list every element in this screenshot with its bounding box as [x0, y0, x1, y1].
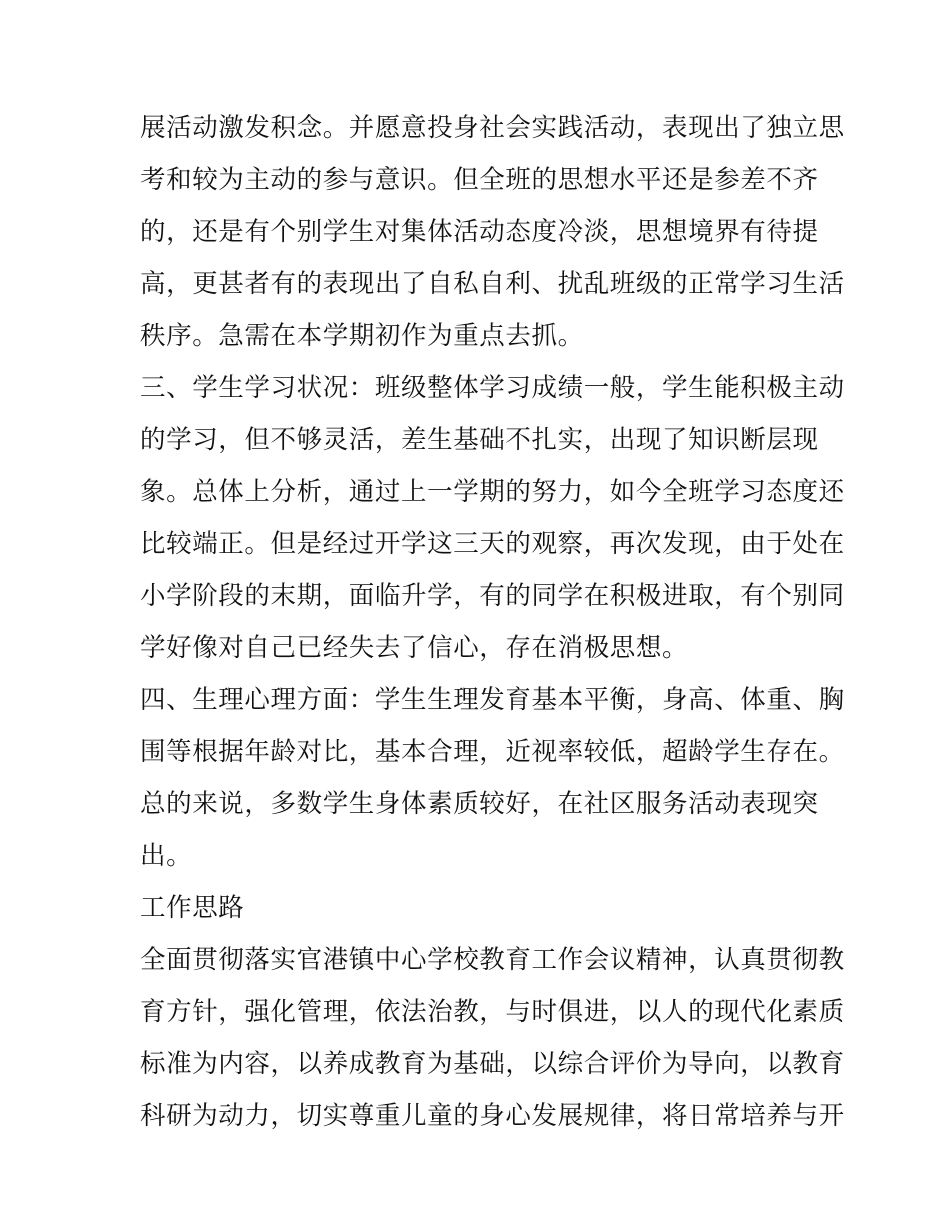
- document-body: [140, 102, 845, 1142]
- text-line: 标准为内容，以养成教育为基础，以综合评价为导向，以教育: [140, 1049, 845, 1079]
- text-line: 的，还是有个别学生对集体活动态度冷淡，思想境界有待提: [140, 217, 819, 247]
- text-line: 小学阶段的末期，面临升学，有的同学在积极进取，有个别同: [140, 581, 845, 611]
- text-line: 出。: [140, 841, 193, 871]
- text-line: 学好像对自己已经失去了信心，存在消极思想。: [140, 633, 689, 663]
- text-line: 全面贯彻落实官港镇中心学校教育工作会议精神，认真贯彻教: [140, 945, 845, 975]
- text-line: 展活动激发积念。并愿意投身社会实践活动，表现出了独立思: [140, 113, 845, 143]
- text-line: 比较端正。但是经过开学这三天的观察，再次发现，由于处在: [140, 529, 845, 559]
- text-line: 育方针，强化管理，依法治教，与时俱进，以人的现代化素质: [140, 997, 845, 1027]
- text-line: 高，更甚者有的表现出了自私自利、扰乱班级的正常学习生活: [140, 269, 845, 299]
- section-three-heading-line: 三、学生学习状况：班级整体学习成绩一般，学生能积极主动: [140, 373, 845, 403]
- text-line: 考和较为主动的参与意识。但全班的思想水平还是参差不齐: [140, 165, 819, 195]
- text-line: 围等根据年龄对比，基本合理，近视率较低，超龄学生存在。: [140, 737, 845, 767]
- work-approach-heading: 工作思路: [140, 893, 245, 923]
- text-line: 科研为动力，切实尊重儿童的身心发展规律，将日常培养与开: [140, 1101, 845, 1131]
- text-line: 秩序。急需在本学期初作为重点去抓。: [140, 321, 584, 351]
- section-four-heading-line: 四、生理心理方面：学生生理发育基本平衡，身高、体重、胸: [140, 685, 845, 715]
- text-line: 象。总体上分析，通过上一学期的努力，如今全班学习态度还: [140, 477, 845, 507]
- text-line: 的学习，但不够灵活，差生基础不扎实，出现了知识断层现: [140, 425, 819, 455]
- text-line: 总的来说，多数学生身体素质较好，在社区服务活动表现突: [140, 789, 819, 819]
